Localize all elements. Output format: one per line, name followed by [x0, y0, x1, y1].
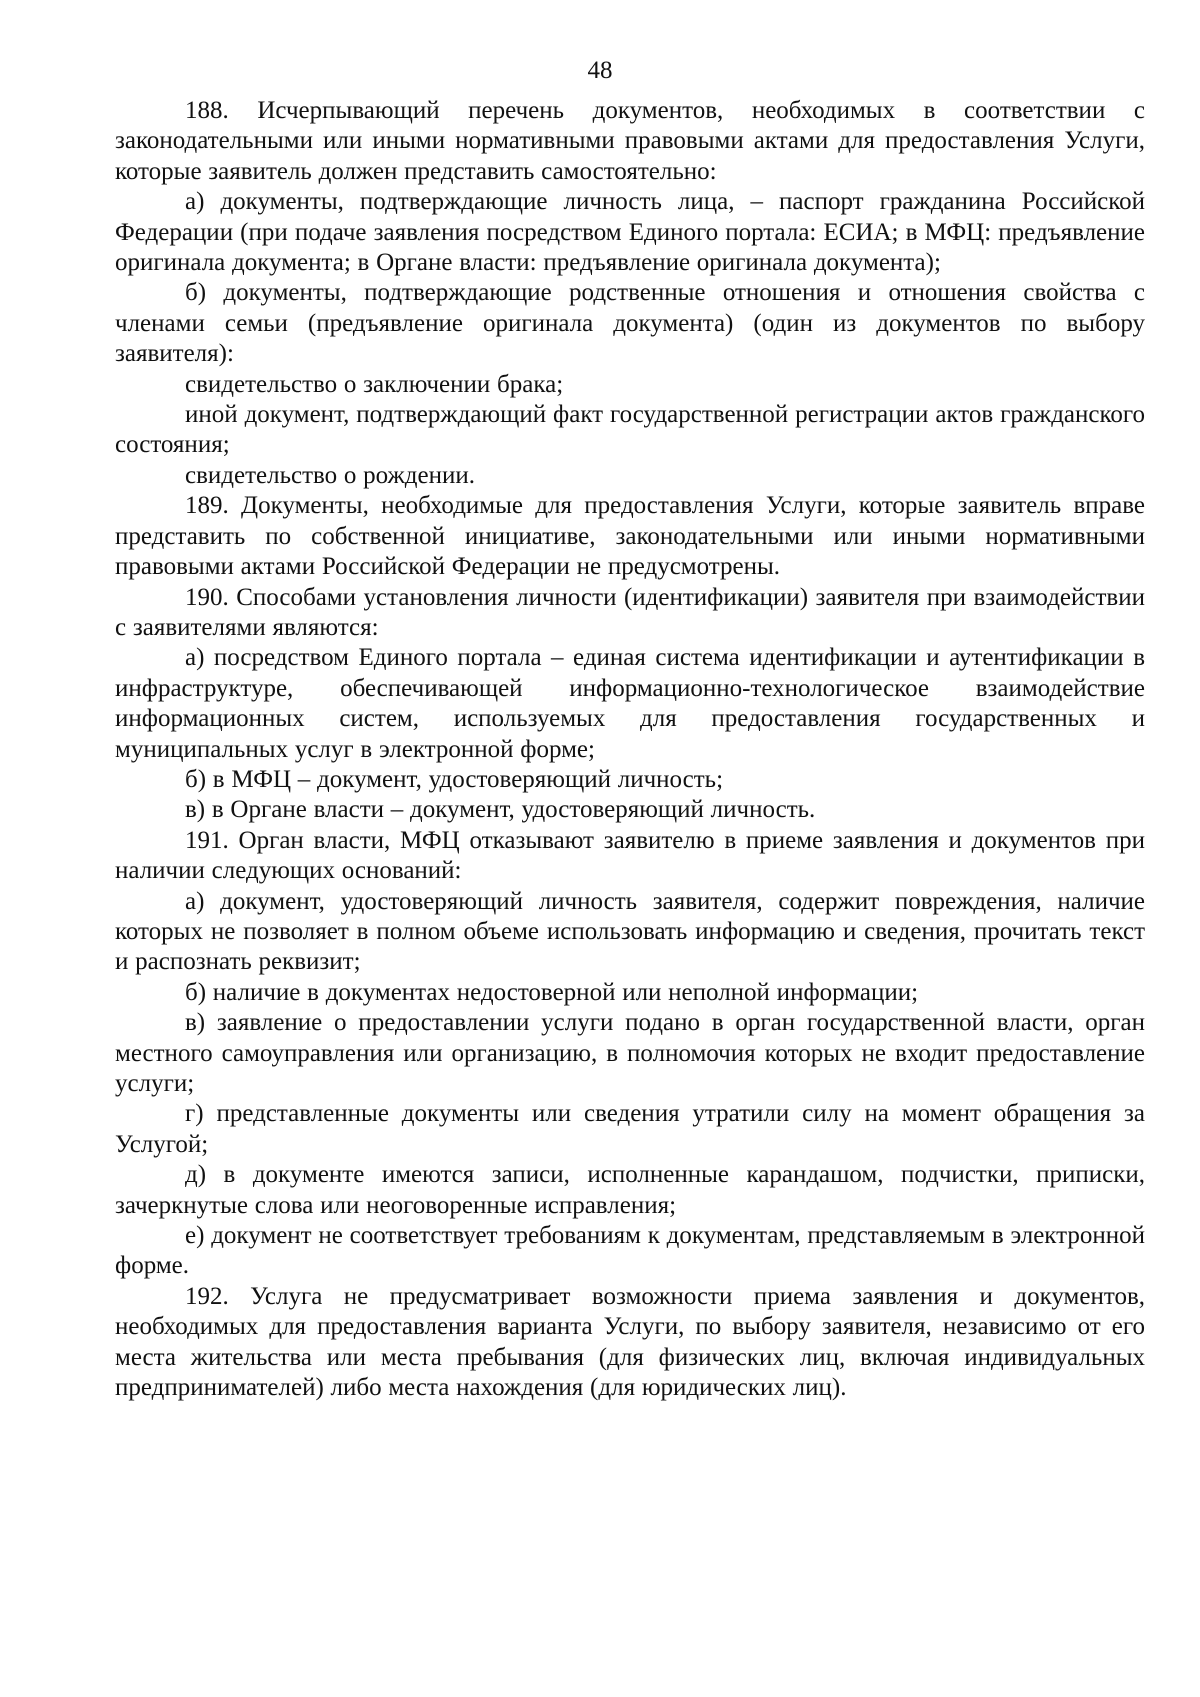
paragraph-191-a: а) документ, удостоверяющий личность заявителя, содержит повреждения, наличие которых не позволяет в полном объеме использовать информацию и сведения, прочитать текст и распознать реквизит;: [115, 887, 1145, 976]
paragraph-190-b: б) в МФЦ – документ, удостоверяющий личность;: [185, 765, 724, 793]
paragraph-191-c: в) заявление о предоставлении услуги подано в орган государственной власти, орган местного самоуправления или организацию, в полномочия которых не входит предоставление услуги;: [115, 1009, 1145, 1097]
paragraph-191-f: е) документ не соответствует требованиям к документам, представляемым в электронной форме.: [115, 1222, 1145, 1280]
paragraph-191-d: г) представленные документы или сведения утратили силу на момент обращения за Услугой;: [115, 1100, 1145, 1158]
paragraph-191-e: д) в документе имеются записи, исполненные карандашом, подчистки, приписки, зачеркнутые слова или неоговоренные исправления;: [115, 1161, 1145, 1219]
paragraph-189: 189. Документы, необходимые для предоставления Услуги, которые заявитель вправе представить по собственной инициативе, законодательными или иными нормативными правовыми актами Российской Федерации не предусмотрены.: [115, 492, 1145, 581]
document-body: [115, 96, 1145, 1403]
paragraph-191-intro: 191. Орган власти, МФЦ отказывают заявителю в приеме заявления и документов при наличии следующих оснований:: [115, 826, 1145, 885]
paragraph-188-b-item-marriage: свидетельство о заключении брака;: [185, 370, 564, 398]
paragraph-188-b-item-birth: свидетельство о рождении.: [185, 461, 476, 489]
paragraph-190-c: в) в Органе власти – документ, удостоверяющий личность.: [185, 796, 816, 824]
paragraph-190-intro: 190. Способами установления личности (идентификации) заявителя при взаимодействии с заявителями являются:: [115, 583, 1145, 641]
page-number: 48: [587, 57, 613, 84]
paragraph-190-a: а) посредством Единого портала – единая система идентификации и аутентификации в инфраструктуре, обеспечивающей информационно-технологическое взаимодействие информационных систем, используемых для предоставления государственных и муниципальных услуг в электронной форме;: [115, 644, 1145, 763]
paragraph-188-intro: 188. Исчерпывающий перечень документов, необходимых в соответствии с законодательными или иными нормативными правовыми актами для предоставления Услуги, которые заявитель должен представить самостоятельно:: [115, 97, 1145, 185]
paragraph-192: 192. Услуга не предусматривает возможности приема заявления и документов, необходимых для предоставления варианта Услуги, по выбору заявителя, независимо от его места жительства или места пребывания (для физических лиц, включая индивидуальных предпринимателей) либо места нахождения (для юридических лиц).: [115, 1282, 1145, 1402]
paragraph-191-b: б) наличие в документах недостоверной или неполной информации;: [185, 978, 919, 1006]
paragraph-188-b: б) документы, подтверждающие родственные отношения и отношения свойства с членами семьи (предъявление оригинала документа) (один из документов по выбору заявителя):: [115, 279, 1145, 368]
paragraph-188-b-item-other: иной документ, подтверждающий факт государственной регистрации актов гражданского состояния;: [115, 401, 1145, 459]
paragraph-188-a: а) документы, подтверждающие личность лица, – паспорт гражданина Российской Федерации (при подаче заявления посредством Единого портала: ЕСИА; в МФЦ: предъявление оригинала документа; в Органе власти: предъявление оригинала документа);: [115, 188, 1145, 277]
